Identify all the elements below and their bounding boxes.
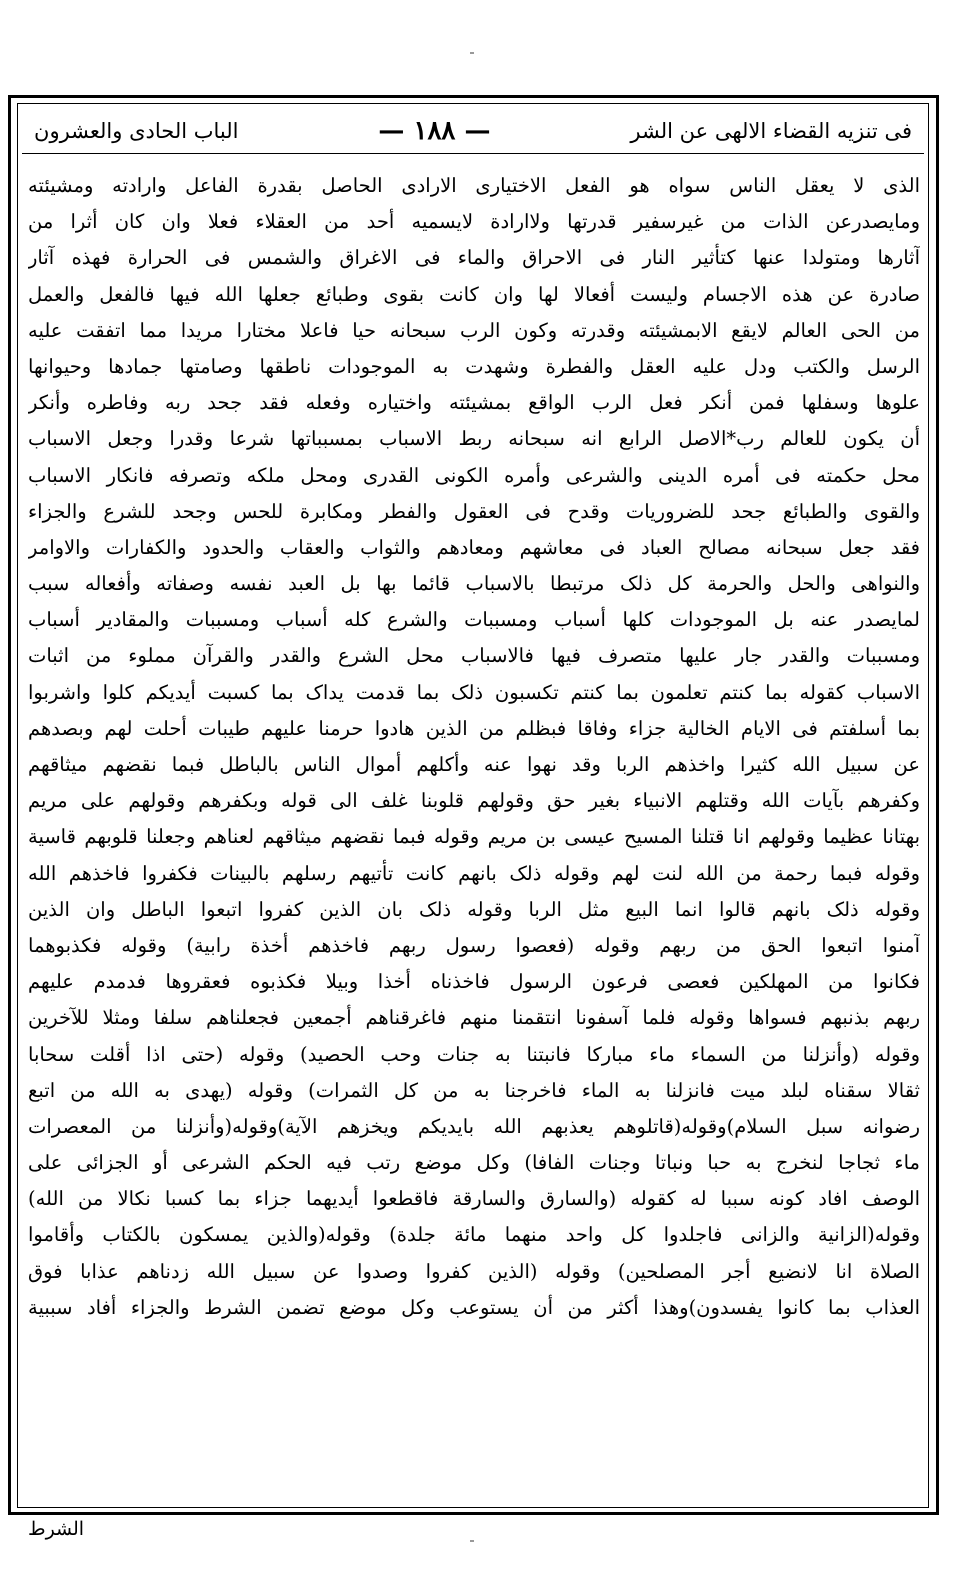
text-line: وقوله فبما رحمة من الله لنت لهم وقوله ذلک بانهم کانت تأتیهم رسلهم بالبینات فکفروا فاخذهم الله <box>28 861 920 885</box>
text-line: آمنوا اتبعوا الحق من ربهم وقوله (فعصوا رسول ربهم فاخذهم أخذة رابیة) وقوله فکذبوهما <box>28 933 920 957</box>
text-line: وقوله(الزانیة والزانی فاجلدوا کل واحد منهما مائة جلدة) وقوله(والذین یمسکون بالکتاب وأقاموا <box>28 1223 920 1247</box>
text-line: بما أسلفتم فی الایام الخالیة جزاء وفاقا فبظلم من الذین هادوا حرمنا علیهم طیبات أحلت لهم وبصدهم <box>28 716 920 740</box>
text-line: محل حکمته فی أمره الدینی والشرعی وأمره الکونی القدری ومحل ملکه وتصرفه فانکار الاسباب <box>28 463 920 487</box>
page-number: — ١٨٨ — <box>378 116 491 146</box>
text-line: ثقالا سقناه لبلد میت فانزلنا به الماء فاخرجنا به من کل الثمرات) وقوله (یهدی به الله من اتبع <box>28 1078 920 1102</box>
text-line: علوها وسفلها فمن أنکر فعل الرب الواقع بمشیئته واختیاره وفعله فقد جحد ربه وفاطره وأنکر <box>28 391 920 415</box>
text-line: الذی لا یعقل الناس سواه هو الفعل الاختیاری الارادی الحاصل بقدرة الفاعل وارادته ومشیئته <box>28 174 920 197</box>
text-line: الوصف افاد کونه سببا له کقوله (والسارق والسارقة فاقطعوا أیدیهما جزاء بما کسبا نکالا من الله) <box>28 1187 920 1211</box>
text-line: العذاب بما کانوا یفسدون)وهذا أکثر من أن یستوعب وکل موضع تضمن الشرط والجزاء أفاد سببیة <box>28 1295 920 1319</box>
text-line: ومسببات والقدر جار علیها متصرف فیها فالاسباب محل الشرع والقدر والقرآن مملوء من اثبات <box>28 644 920 668</box>
text-line: آثارها ومتولدا عنها کتأثیر النار فی الاحراق والماء فی الاغراق والشمس فی الحرارة فهذه آثار <box>28 246 920 270</box>
running-header <box>22 112 924 150</box>
text-line: عن سبیل الله کثیرا واخذهم الربا وقد نهوا عنه وأکلهم أموال الناس بالباطل فبما نقضهم میثاقهم <box>28 753 920 776</box>
text-line: وکفرهم بآیات الله وقتلهم الانبیاء بغیر حق وقولهم قلوبنا غلف الی قوله وبکفرهم وقولهم علی مریم <box>28 789 920 813</box>
text-line: الاسباب کقوله بما کنتم تعلمون بما کنتم تکسبون ذلک بما قدمت یداک بما کسبت أیدیکم کلوا واشربوا <box>28 680 920 704</box>
scan-mark-bottom <box>470 1540 474 1542</box>
text-line: وقوله ذلک بانهم قالوا انما البیع مثل الربا وقوله ذلک بان الذین کفروا اتبعوا الباطل وان الذین <box>28 897 920 921</box>
text-line: فقد جعل سبحانه مصالح العباد فی معاشهم ومعادهم والثواب والعقاب والحدود والکفارات والاوامر <box>28 535 920 559</box>
text-line: وقوله (وأنزلنا من السماء ماء مبارکا فانبتنا به جنات وحب الحصید) وقوله (حتی اذا أقلت سحابا <box>28 1042 920 1066</box>
text-line: لمایصدر عنه بل الموجودات کلها أسباب ومسببات والشرع کله أسباب ومسببات والمقادیر أسباب <box>28 608 920 632</box>
text-line: بهتانا عظیما وقولهم انا قتلنا المسیح عیسی بن مریم وقوله فبما نقضهم میثاقهم لعناهم وجعلنا قلوبهم قاسیة <box>28 825 920 849</box>
text-line: والنواهی والحل والحرمة کل ذلک مرتبطا بالاسباب قائما بها بل العبد نفسه وصفاته وأفعاله سبب <box>28 572 920 596</box>
header-chapter-title: الباب الحادی والعشرون <box>34 119 239 143</box>
text-line: أن یکون للعالم رب*الاصل الرابع انه سبحانه ربط الاسباب بمسبباتها شرعا وقدرا وجعل الاسباب <box>28 427 920 451</box>
text-line: ربهم بذنبهم فسواها وقوله فلما آسفونا انتقمنا منهم فاغرقناهم أجمعین فجعلناهم سلفا ومثلا للآخرین <box>28 1006 920 1030</box>
body-text <box>28 168 920 1326</box>
text-line: الصلاة انا لانضیع أجر المصلحین) وقوله (الذین کفروا وصدوا عن سبیل الله زدناهم عذابا فوق <box>28 1259 920 1283</box>
text-line: رضوانه سبل السلام)وقوله(قاتلوهم یعذبهم الله بایدیکم ویخزهم الآیة)وقوله(وأنزلنا من المعصرات <box>28 1114 920 1138</box>
header-section-title: فی تنزیه القضاء الالهی عن الشر <box>630 119 912 143</box>
scan-mark-top <box>470 52 474 54</box>
text-line: صادرة عن هذه الاجسام ولیست أفعالا لها وان کانت بقوی وطبائع جعلها الله فیها فالفعل والعمل <box>28 282 920 306</box>
header-rule <box>22 153 924 154</box>
text-line: من الحی العالم لایقع الابمشیئته وقدرته وکون الرب سبحانه حیا فاعلا مختارا مریدا مما اتفقت علیه <box>28 318 920 342</box>
catchword: الشرط <box>28 1518 85 1540</box>
text-line: فکانوا من المهلکین فعصی فرعون الرسول فاخذناه أخذا وبیلا فکذبوه فعقروها فدمدم علیهم <box>28 970 920 994</box>
text-line: والقوی والطبائع جحد للضروریات وقدح فی العقول والفطر ومکابرة للحس وجحد للشرع والجزاء <box>28 499 920 523</box>
text-line: ومایصدرعن الذات من غیرسفیر قدرتها ولاارادة لایسمیه أحد من العقلاء فعلا وان کان أثرا من <box>28 210 920 234</box>
text-line: الرسل والکتب ودل علیه العقل والفطرة وشهدت به الموجودات ناطقها وصامتها جمادها وحیوانها <box>28 354 920 378</box>
text-line: ماء ثجاجا لنخرج به حبا ونباتا وجنات الفافا) وکل موضع رتب فیه الحکم الشرعی أو الجزائی علی <box>28 1151 920 1175</box>
